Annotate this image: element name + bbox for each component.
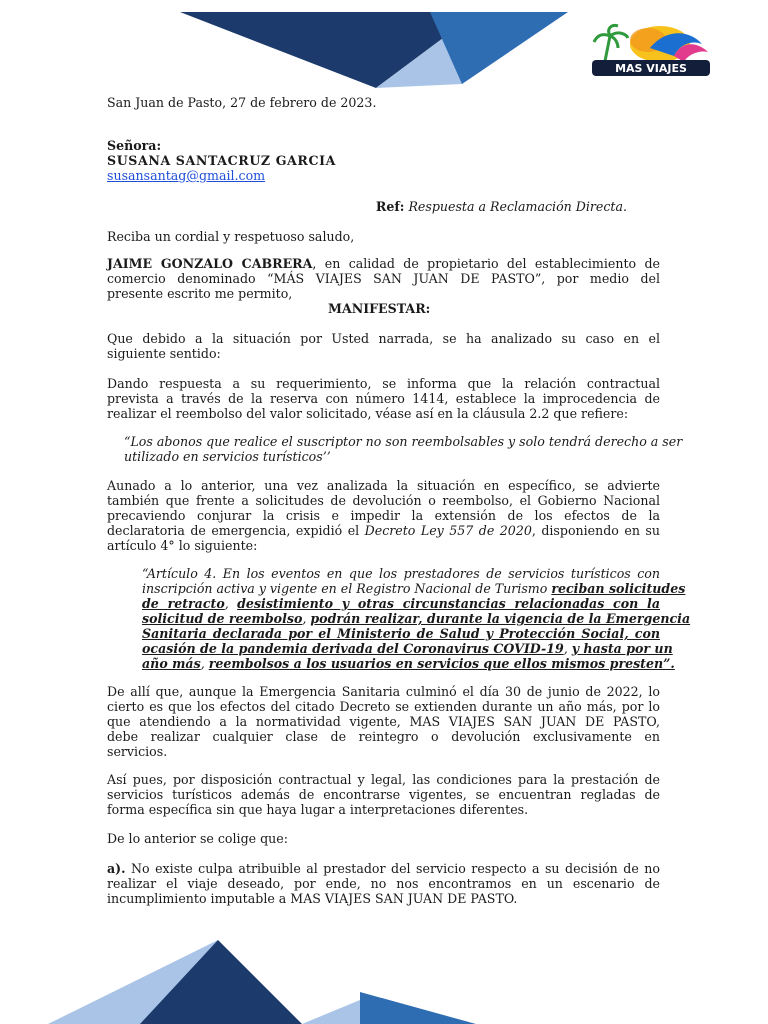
ref-text: Respuesta a Reclamación Directa. — [404, 199, 627, 214]
p3-line-2: también que frente a solicitudes de devolución o reembolso, el Gobierno Nacional — [107, 493, 660, 508]
quote2-line-4: solicitud de reembolso, podrán realizar, durante la vigencia de la Emergencia — [142, 611, 691, 626]
p3-line-3: precaviendo conjurar la crisis e impedir la extensión de los efectos de la — [107, 508, 660, 523]
intro-line-1: JAIME GONZALO CABRERA, en calidad de propietario del establecimiento de — [107, 256, 660, 271]
quote2-line-2: inscripción activa y vigente en el Registro Nacional de Turismo reciban solicitudes — [142, 581, 686, 596]
p2-line-1: Dando respuesta a su requerimiento, se informa que la relación contractual — [107, 376, 660, 391]
p1-line-1: Que debido a la situación por Usted narrada, se ha analizado su caso en el — [107, 331, 660, 346]
ref-label: Ref: — [375, 199, 405, 214]
intro-line-3: presente escrito me permito, — [107, 286, 293, 301]
logo-palm-icon — [594, 25, 628, 66]
quote2-line-1: “Artículo 4. En los eventos en que los prestadores de servicios turísticos con — [142, 566, 660, 581]
item-a-line-3: incumplimiento imputable a MAS VIAJES SAN JUAN DE PASTO. — [107, 891, 518, 906]
recipient-email[interactable]: susansantag@gmail.com — [107, 168, 266, 183]
footer-blue-shape — [360, 992, 476, 1024]
item-a-line-2: realizar el viaje deseado, por ende, no nos encontramos en un escenario de — [107, 876, 660, 891]
footer-lightblue-shape — [302, 1000, 360, 1024]
p5-line-1: Así pues, por disposición contractual y legal, las condiciones para la prestación de — [107, 772, 660, 787]
mas-viajes-logo — [588, 22, 714, 80]
quote1-line-1: “Los abonos que realice el suscriptor no son reembolsables y solo tendrá derecho a ser — [124, 434, 683, 449]
quote2-line-3: de retracto, desistimiento y otras circunstancias relacionadas con la — [142, 596, 660, 611]
quote2-line-6: ocasión de la pandemia derivada del Coronavirus COVID-19, y hasta por un — [142, 641, 673, 656]
intro-line-2: comercio denominado “MÁS VIAJES SAN JUAN DE PASTO”, por medio del — [107, 271, 660, 286]
logo-brand-text: MAS VIAJES — [615, 62, 687, 75]
p1-line-2: siguiente sentido: — [107, 346, 221, 361]
quote1-line-2: utilizado en servicios turísticos’’ — [124, 449, 331, 464]
sender-name: JAIME GONZALO CABRERA — [107, 256, 313, 271]
p4-line-2: cierto es que los efectos del citado Decreto se extienden durante un año más, por lo — [107, 699, 660, 714]
p3-line-1: Aunado a lo anterior, una vez analizada la situación en específico, se advierte — [107, 478, 660, 493]
p6: De lo anterior se colige que: — [107, 831, 288, 846]
p4-line-4: debe realizar cualquier clase de reintegro o devolución exclusivamente en — [107, 729, 660, 744]
quote2-line-5: Sanitaria declarada por el Ministerio de Salud y Protección Social, con — [142, 626, 660, 641]
greeting: Reciba un cordial y respetuoso saludo, — [107, 229, 355, 244]
p4-line-1: De allí que, aunque la Emergencia Sanitaria culminó el día 30 de junio de 2022, lo — [107, 684, 660, 699]
p3-line-5: artículo 4° lo siguiente: — [107, 538, 258, 553]
p5-line-2: servicios turísticos además de encontrarse vigentes, se encuentran regladas de — [107, 787, 660, 802]
p5-line-3: forma específica sin que haya lugar a interpretaciones diferentes. — [107, 802, 529, 817]
p4-line-3: que atendiendo a la normatividad vigente, MAS VIAJES SAN JUAN DE PASTO, — [107, 714, 660, 729]
p2-line-3: realizar el reembolso del valor solicitado, véase así en la cláusula 2.2 que refiere: — [107, 406, 629, 421]
decree-reference: Decreto Ley 557 de 2020 — [364, 523, 532, 538]
p4-line-5: servicios. — [107, 744, 168, 759]
p2-line-2: prevista a través de la reserva con número 1414, establece la improcedencia de — [107, 391, 660, 406]
quote2-line-7: año más, reembolsos a los usuarios en servicios que ellos mismos presten”. — [142, 656, 675, 671]
reference-line — [376, 199, 627, 214]
salutation-label: Señora: — [107, 138, 162, 153]
p3-line-4: declaratoria de emergencia, expidió el Decreto Ley 557 de 2020, disponiendo en su — [107, 523, 660, 538]
item-a-line-1: a). No existe culpa atribuible al prestador del servicio respecto a su decisión de no — [107, 861, 660, 876]
footer-decoration — [0, 930, 768, 1024]
manifestar-heading: MANIFESTAR: — [328, 301, 431, 316]
place-date: San Juan de Pasto, 27 de febrero de 2023. — [107, 95, 377, 110]
recipient-name: SUSANA SANTACRUZ GARCIA — [107, 153, 336, 168]
item-a-marker: a). — [107, 861, 126, 876]
